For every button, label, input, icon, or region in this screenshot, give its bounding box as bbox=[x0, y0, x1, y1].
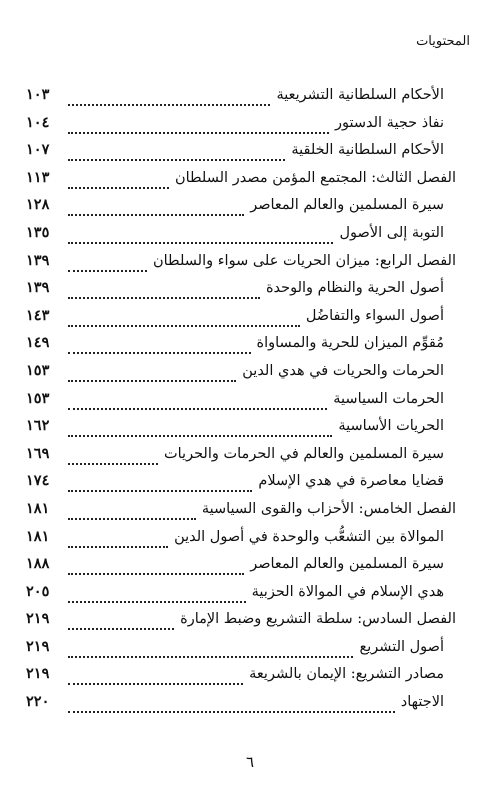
dot-leader bbox=[68, 200, 244, 216]
toc-entry-title: الموالاة بين التشعُّب والوحدة في أصول الدين bbox=[174, 528, 444, 545]
dot-leader bbox=[68, 283, 260, 299]
toc-entry-page: ٢١٩ bbox=[26, 610, 50, 628]
toc-entry-page: ١٦٩ bbox=[26, 444, 50, 462]
toc-entry-page: ١٣٩ bbox=[26, 279, 50, 297]
toc-entry-page: ١٣٩ bbox=[26, 251, 50, 269]
toc-entry bbox=[26, 113, 456, 141]
toc-entry-title: قضايا معاصرة في هدي الإسلام bbox=[258, 473, 444, 490]
table-of-contents bbox=[26, 85, 456, 720]
toc-entry bbox=[26, 416, 456, 444]
toc-entry bbox=[26, 637, 456, 665]
dot-leader bbox=[68, 256, 147, 272]
toc-entry-title: سيرة المسلمين والعالم في الحرمات والحريات bbox=[163, 445, 444, 462]
dot-leader bbox=[68, 366, 236, 382]
toc-entry-title: الفصل الخامس: الأحزاب والقوى السياسية bbox=[201, 500, 456, 517]
toc-entry-title: سيرة المسلمين والعالم المعاصر bbox=[250, 197, 444, 214]
dot-leader bbox=[68, 559, 244, 575]
dot-leader bbox=[68, 90, 270, 106]
toc-entry-page: ١٧٤ bbox=[26, 472, 50, 490]
dot-leader bbox=[68, 642, 353, 658]
toc-entry bbox=[26, 527, 456, 555]
toc-entry-title: الحرمات السياسية bbox=[333, 390, 444, 407]
toc-entry-page: ١٣٥ bbox=[26, 223, 50, 241]
toc-entry-title: سيرة المسلمين والعالم المعاصر bbox=[250, 556, 444, 573]
dot-leader bbox=[68, 421, 332, 437]
dot-leader bbox=[68, 504, 196, 520]
dot-leader bbox=[68, 118, 329, 134]
running-head: المحتويات bbox=[416, 34, 470, 49]
toc-entry bbox=[26, 499, 456, 527]
dot-leader bbox=[68, 394, 327, 410]
toc-entry-page: ١٠٤ bbox=[26, 113, 50, 131]
dot-leader bbox=[68, 532, 168, 548]
toc-entry-title: الفصل السادس: سلطة التشريع وضبط الإمارة bbox=[180, 611, 456, 628]
toc-entry-title: أصول السواء والتفاضُل bbox=[305, 307, 444, 324]
page-number: ٦ bbox=[245, 753, 255, 771]
toc-entry-title: أصول التشريع bbox=[359, 638, 444, 655]
toc-entry-title: الاجتهاد bbox=[400, 694, 444, 711]
toc-entry bbox=[26, 664, 456, 692]
dot-leader bbox=[68, 697, 395, 713]
toc-entry bbox=[26, 168, 456, 196]
toc-entry bbox=[26, 609, 456, 637]
dot-leader bbox=[68, 449, 158, 465]
toc-entry-title: أصول الحرية والنظام والوحدة bbox=[265, 280, 444, 297]
toc-entry bbox=[26, 306, 456, 334]
toc-entry-page: ٢١٩ bbox=[26, 637, 50, 655]
toc-entry-title: هدي الإسلام في الموالاة الحزبية bbox=[251, 583, 444, 600]
dot-leader bbox=[68, 145, 285, 161]
toc-entry bbox=[26, 582, 456, 610]
toc-entry bbox=[26, 444, 456, 472]
toc-entry-title: الفصل الرابع: ميزان الحريات على سواء والسلطان bbox=[152, 252, 456, 269]
toc-entry-page: ٢١٩ bbox=[26, 665, 50, 683]
toc-entry-title: الأحكام السلطانية الخلقية bbox=[291, 142, 444, 159]
dot-leader bbox=[68, 587, 246, 603]
toc-entry-page: ١٤٩ bbox=[26, 334, 50, 352]
dot-leader bbox=[68, 476, 252, 492]
toc-entry bbox=[26, 692, 456, 720]
toc-entry-page: ١٥٣ bbox=[26, 361, 50, 379]
toc-entry bbox=[26, 471, 456, 499]
toc-entry-page: ٢٢٠ bbox=[26, 693, 50, 711]
toc-entry-title: الحرمات والحريات في هدي الدين bbox=[242, 362, 444, 379]
toc-entry bbox=[26, 223, 456, 251]
toc-entry bbox=[26, 554, 456, 582]
toc-entry-title: مصادر التشريع: الإيمان بالشريعة bbox=[249, 666, 444, 683]
dot-leader bbox=[68, 228, 333, 244]
toc-entry-page: ١٠٧ bbox=[26, 141, 50, 159]
dot-leader bbox=[68, 669, 243, 685]
toc-entry-title: مُقوِّم الميزان للحرية والمساواة bbox=[256, 335, 444, 352]
toc-entry-page: ١٦٢ bbox=[26, 417, 50, 435]
dot-leader bbox=[68, 173, 169, 189]
toc-entry-title: نفاذ حجية الدستور bbox=[334, 114, 444, 131]
toc-entry-page: ٢٠٥ bbox=[26, 582, 50, 600]
toc-entry-page: ١٥٣ bbox=[26, 389, 50, 407]
toc-entry bbox=[26, 361, 456, 389]
toc-entry bbox=[26, 85, 456, 113]
toc-entry bbox=[26, 251, 456, 279]
dot-leader bbox=[68, 338, 251, 354]
toc-entry-page: ١٢٨ bbox=[26, 196, 50, 214]
dot-leader bbox=[68, 614, 174, 630]
toc-entry-title: التوبة إلى الأصول bbox=[339, 224, 444, 241]
dot-leader bbox=[68, 311, 300, 327]
toc-entry bbox=[26, 140, 456, 168]
toc-entry-title: الأحكام السلطانية التشريعية bbox=[276, 87, 444, 103]
toc-entry bbox=[26, 333, 456, 361]
toc-entry bbox=[26, 389, 456, 417]
toc-entry-page: ١٠٣ bbox=[26, 86, 50, 103]
toc-entry bbox=[26, 278, 456, 306]
toc-entry-title: الفصل الثالث: المجتمع المؤمن مصدر السلطان bbox=[174, 169, 456, 186]
toc-entry-page: ١١٣ bbox=[26, 168, 50, 186]
toc-entry-page: ١٤٣ bbox=[26, 306, 50, 324]
toc-entry-page: ١٨١ bbox=[26, 527, 50, 545]
toc-entry-title: الحريات الأساسية bbox=[338, 418, 444, 435]
toc-entry-page: ١٨٨ bbox=[26, 555, 50, 573]
toc-entry bbox=[26, 195, 456, 223]
toc-entry-page: ١٨١ bbox=[26, 499, 50, 517]
